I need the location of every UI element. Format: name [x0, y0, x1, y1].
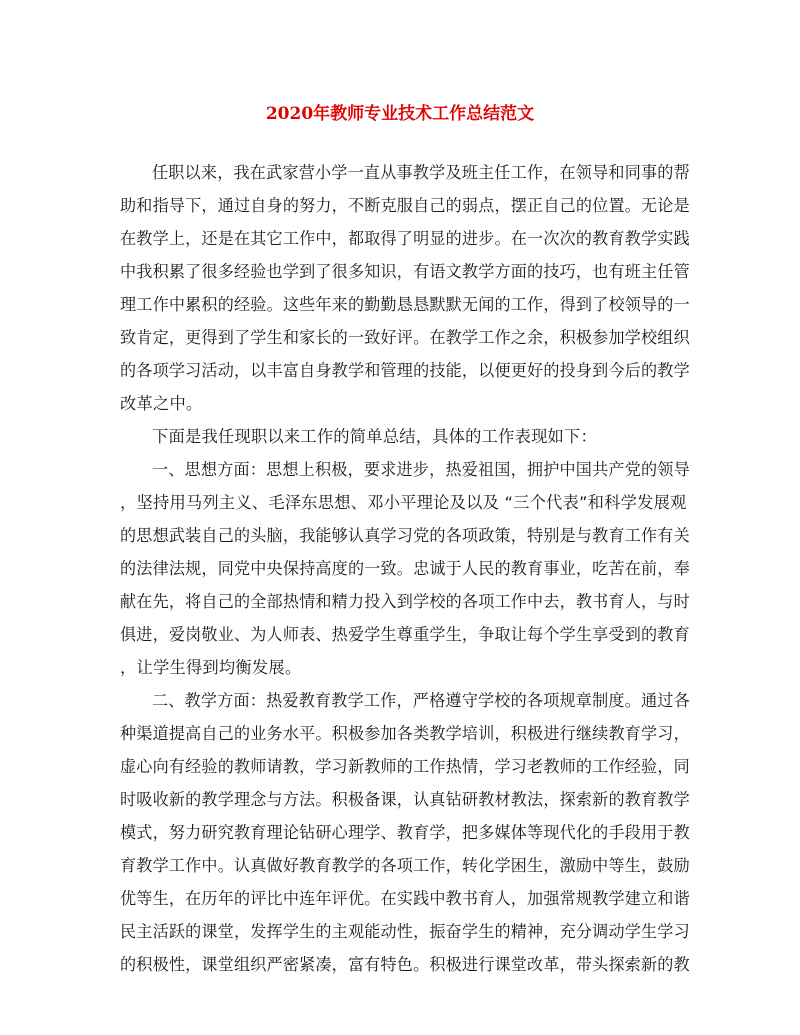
paragraph-line: 的法律法规，同党中央保持高度的一致。忠诚于人民的教育事业，吃苦在前，奉 — [120, 559, 690, 578]
paragraph-line: 民主活跃的课堂，发挥学生的主观能动性，振奋学生的精神，充分调动学生学习 — [120, 922, 690, 941]
paragraph-line: 的各项学习活动，以丰富自身教学和管理的技能，以便更好的投身到今后的教学 — [120, 361, 690, 380]
paragraph-line: 优等生，在历年的评比中连年评优。在实践中教书育人，加强常规教学建立和谐 — [120, 889, 690, 908]
paragraph-line: 一、思想方面：思想上积极，要求进步，热爱祖国，拥护中国共产党的领导 — [152, 460, 690, 479]
paragraph-line: 种渠道提高自己的业务水平。积极参加各类教学培训，积极进行继续教育学习， — [120, 724, 690, 743]
paragraph-line: ，坚持用马列主义、毛泽东思想、邓小平理论及以及 “三个代表”和科学发展观 — [120, 493, 687, 512]
paragraph-line: 的积极性，课堂组织严密紧凑，富有特色。积极进行课堂改革，带头探索新的教 — [120, 955, 690, 974]
paragraph-line: 改革之中。 — [120, 394, 203, 413]
paragraph-line: 任职以来，我在武家营小学一直从事教学及班主任工作，在领导和同事的帮 — [152, 163, 690, 182]
paragraph-line: 育教学工作中。认真做好教育教学的各项工作，转化学困生，激励中等生，鼓励 — [120, 856, 690, 875]
paragraph-line: 助和指导下，通过自身的努力，不断克服自己的弱点，摆正自己的位置。无论是 — [120, 196, 690, 215]
paragraph-line: 时吸收新的教学理念与方法。积极备课，认真钻研教材教法，探索新的教育教学 — [120, 790, 690, 809]
paragraph-line: ，让学生得到均衡发展。 — [120, 658, 302, 677]
paragraph-line: 模式，努力研究教育理论钻研心理学、教育学，把多媒体等现代化的手段用于教 — [120, 823, 690, 842]
paragraph-line: 俱进，爱岗敬业、为人师表、热爱学生尊重学生，争取让每个学生享受到的教育 — [120, 625, 690, 644]
paragraph-line: 致肯定，更得到了学生和家长的一致好评。在教学工作之余，积极参加学校组织 — [120, 328, 690, 347]
paragraph-line: 的思想武装自己的头脑，我能够认真学习党的各项政策，特别是与教育工作有关 — [120, 526, 690, 545]
paragraph-line: 中我积累了很多经验也学到了很多知识，有语文教学方面的技巧，也有班主任管 — [120, 262, 690, 281]
paragraph-line: 二、教学方面：热爱教育教学工作，严格遵守学校的各项规章制度。通过各 — [152, 691, 690, 710]
paragraph-line: 献在先，将自己的全部热情和精力投入到学校的各项工作中去，教书育人，与时 — [120, 592, 690, 611]
paragraph-line: 虚心向有经验的教师请教，学习新教师的工作热情，学习老教师的工作经验，同 — [120, 757, 690, 776]
paragraph-line: 理工作中累积的经验。这些年来的勤勤恳恳默默无闻的工作，得到了校领导的一 — [120, 295, 690, 314]
paragraph-line: 下面是我任现职以来工作的简单总结，具体的工作表现如下： — [152, 427, 597, 446]
paragraph-line: 在教学上，还是在其它工作中，都取得了明显的进步。在一次次的教育教学实践 — [120, 229, 690, 248]
document-title: 2020年教师专业技术工作总结范文 — [265, 104, 535, 124]
